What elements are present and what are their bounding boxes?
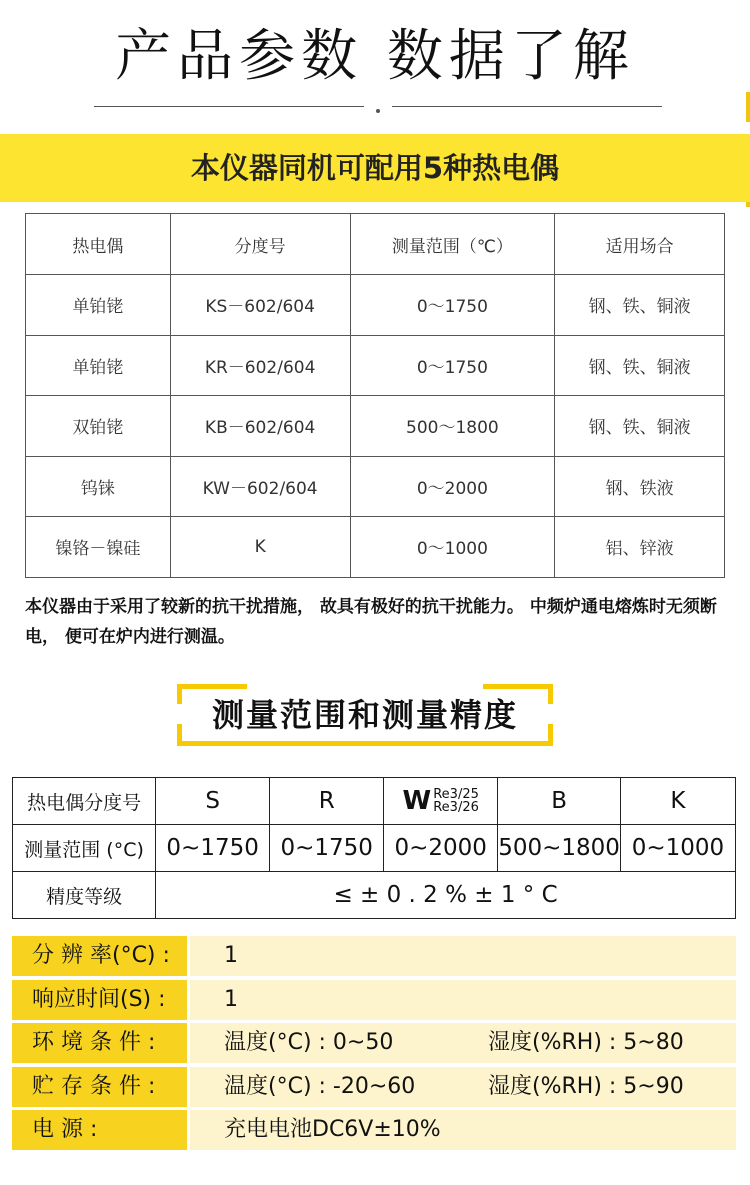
- table-row: [13, 778, 736, 825]
- table-row: [13, 872, 736, 919]
- edge-marker: [746, 92, 750, 122]
- title-divider: [78, 96, 678, 115]
- spec-label: 电 源 :: [12, 1110, 187, 1150]
- table-cell: 单铂铑: [26, 275, 171, 336]
- row-label: 精度等级: [13, 872, 156, 919]
- divider-right-line: [392, 106, 662, 107]
- table-row: [26, 517, 725, 578]
- column-header: 适用场合: [555, 214, 725, 275]
- spec-value-humidity: 湿度(%RH) : 5~80: [488, 1030, 684, 1055]
- spec-label: 贮 存 条 件 :: [12, 1067, 187, 1107]
- range-accuracy-table: [12, 777, 736, 919]
- range-cell: 0~1750: [156, 825, 270, 872]
- table-cell: 钢、铁、铜液: [555, 396, 725, 457]
- type-cell: S: [156, 778, 270, 825]
- table-cell: K: [170, 517, 350, 578]
- column-header: 热电偶: [26, 214, 171, 275]
- spec-label: 环 境 条 件 :: [12, 1023, 187, 1063]
- table-cell: 0～2000: [350, 456, 555, 517]
- spec-value-primary: 充电电池DC6V±10%: [224, 1117, 441, 1142]
- table-header-row: [26, 214, 725, 275]
- section-band-title: 本仪器同机可配用5种热电偶: [190, 151, 560, 185]
- type-cell: B: [498, 778, 621, 825]
- spec-value: [190, 980, 736, 1020]
- column-header: 分度号: [170, 214, 350, 275]
- table-cell: 0～1750: [350, 275, 555, 336]
- spec-row-storage: [12, 1067, 736, 1107]
- table-row: [13, 825, 736, 872]
- spec-value-humidity: 湿度(%RH) : 5~90: [488, 1073, 684, 1099]
- subscript-top: Re3/25: [433, 787, 479, 802]
- type-subscript: [433, 788, 479, 814]
- table-cell: KS－602/604: [170, 275, 350, 336]
- table-cell: KW－602/604: [170, 456, 350, 517]
- table-cell: KB－602/604: [170, 396, 350, 457]
- type-cell: R: [270, 778, 384, 825]
- table-cell: 钢、铁、铜液: [555, 335, 725, 396]
- spec-value: [190, 1067, 736, 1107]
- range-cell: 0~1000: [620, 825, 735, 872]
- spec-label: 分 辨 率(°C) :: [12, 936, 187, 976]
- spec-value-temperature: 温度(°C) : 0~50: [224, 1030, 394, 1055]
- spec-row-power: [12, 1110, 736, 1150]
- table-row: [26, 335, 725, 396]
- table-cell: 钨铼: [26, 456, 171, 517]
- range-cell: 500~1800: [498, 825, 621, 872]
- page-title: 产品参数 数据了解: [115, 24, 635, 89]
- table-row: [26, 456, 725, 517]
- spec-row-response-time: [12, 980, 736, 1020]
- row-label: 热电偶分度号: [13, 778, 156, 825]
- table-row: [26, 396, 725, 457]
- spec-value: [190, 1023, 736, 1063]
- spec-value-primary: 1: [224, 943, 238, 968]
- range-cell: 0~2000: [384, 825, 498, 872]
- spec-row-resolution: [12, 936, 736, 976]
- divider-left-line: [94, 106, 364, 107]
- spec-value-temperature: 温度(°C) : -20~60: [224, 1073, 416, 1099]
- accuracy-cell: ≤ ± 0 . 2 % ± 1 ° C: [156, 872, 736, 919]
- table-cell: 单铂铑: [26, 335, 171, 396]
- spec-value-primary: 1: [224, 986, 238, 1012]
- type-letter: W: [402, 786, 432, 816]
- spec-value: [190, 1110, 736, 1150]
- section-title: 测量范围和测量精度: [211, 696, 518, 734]
- table-cell: 0～1000: [350, 517, 555, 578]
- table-cell: 镍铬－镍硅: [26, 517, 171, 578]
- divider-dot: [376, 109, 380, 113]
- table-cell: 500～1800: [350, 396, 555, 457]
- type-cell: K: [620, 778, 735, 825]
- table-row: [26, 275, 725, 336]
- range-cell: 0~1750: [270, 825, 384, 872]
- spec-value: [190, 936, 736, 976]
- table-cell: KR－602/604: [170, 335, 350, 396]
- thermocouple-table: [25, 213, 725, 578]
- table-cell: 双铂铑: [26, 396, 171, 457]
- type-cell-w: [384, 778, 498, 825]
- anti-interference-note: 本仪器由于采用了较新的抗干扰措施， 故具有极好的抗干扰能力。 中频炉通电熔炼时无须断电， 便可在炉内进行测温。: [25, 597, 717, 647]
- table-cell: 0～1750: [350, 335, 555, 396]
- table-cell: 铝、锌液: [555, 517, 725, 578]
- row-label: 测量范围 (°C): [13, 825, 156, 872]
- subscript-bottom: Re3/26: [433, 800, 479, 815]
- spec-list: [12, 936, 736, 1154]
- table-cell: 钢、铁、铜液: [555, 275, 725, 336]
- table-cell: 钢、铁液: [555, 456, 725, 517]
- column-header: 测量范围（℃）: [350, 214, 555, 275]
- spec-label: 响应时间(S) :: [12, 980, 187, 1020]
- spec-row-environment: [12, 1023, 736, 1063]
